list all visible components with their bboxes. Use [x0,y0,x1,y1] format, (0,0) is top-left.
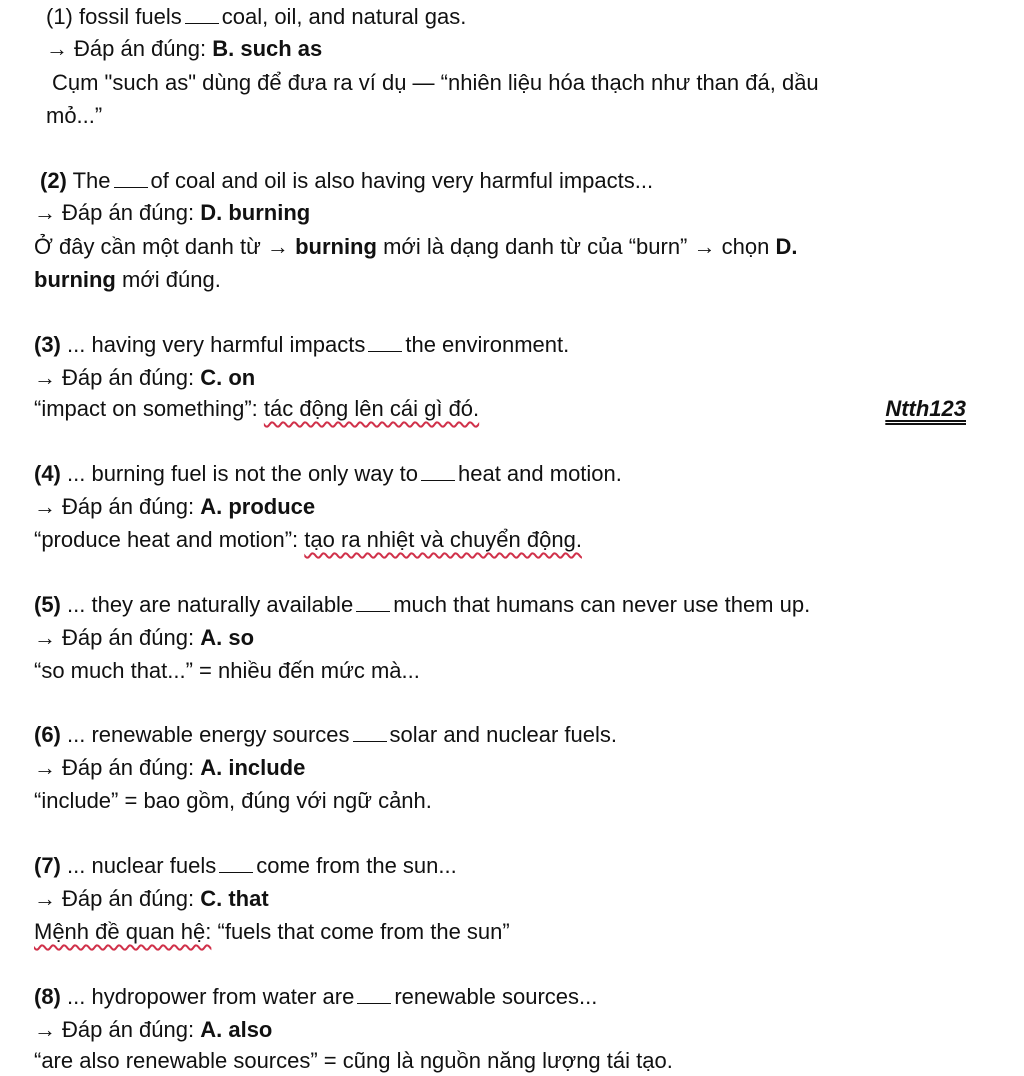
item-number: (2) [40,168,67,193]
blank [219,854,253,873]
blank [357,985,391,1004]
explanation-emphasis: D. [775,234,798,259]
explanation-emphasis: burning [34,267,116,292]
explanation-5 [34,656,420,686]
answer-value: A. so [200,625,255,650]
explanation-8 [34,1046,673,1076]
arrow-icon: → [34,755,56,780]
answer-value: D. burning [200,200,311,225]
explanation-text: “include” = bao gồm, đúng với ngữ cảnh. [34,788,432,813]
question-text: ... hydropower from water are [67,984,355,1009]
question-text: the environment. [405,332,570,357]
question-text: fossil fuels [79,4,182,29]
explanation-7 [34,917,510,947]
item-number: (7) [34,853,61,878]
arrow-icon: → [34,365,56,390]
question-text: heat and motion. [458,461,622,486]
answer-8 [34,1015,272,1045]
question-text: come from the sun... [256,853,457,878]
explanation-emphasis: burning [295,234,377,259]
question-6 [34,720,617,750]
arrow-icon: → [34,200,56,225]
question-2 [40,166,653,196]
explanation-text: mới đúng. [122,267,221,292]
author-signature: Ntth123 [885,396,966,421]
explanation-text: “so much that...” = nhiều đến mức mà... [34,658,420,683]
answer-3 [34,363,255,393]
explanation-2-cont [34,265,221,295]
item-number: (4) [34,461,61,486]
question-text: ... renewable energy sources [67,722,350,747]
explanation-text: Cụm "such as" dùng để đưa ra ví dụ — “nhiên liệu hóa thạch như than đá, dầu [52,70,819,95]
question-text: ... burning fuel is not the only way to [67,461,418,486]
item-number: (6) [34,722,61,747]
blank [185,5,219,24]
arrow-icon: → [34,1017,56,1042]
answer-value: A. also [200,1017,273,1042]
answer-4 [34,492,315,522]
explanation-label: Mệnh đề quan hệ: [34,919,212,944]
explanation-text: “are also renewable sources” = cũng là nguồn năng lượng tái tạo. [34,1048,673,1073]
question-text: ... nuclear fuels [67,853,217,878]
question-text: ... they are naturally available [67,592,354,617]
blank [114,169,148,188]
explanation-translation: tác động lên cái gì đó. [263,396,480,421]
blank [356,593,390,612]
answer-value: A. include [200,755,306,780]
answer-label: Đáp án đúng: [62,886,195,911]
answer-label: Đáp án đúng: [74,36,207,61]
question-text: of coal and oil is also having very harmful impacts... [150,168,654,193]
answer-value: A. produce [200,494,316,519]
explanation-4 [34,525,582,555]
arrow-icon: → [34,886,56,911]
arrow-icon: → [34,625,56,650]
blank [421,462,455,481]
answer-7 [34,884,269,914]
answer-label: Đáp án đúng: [62,494,195,519]
explanation-translation: tạo ra nhiệt và chuyển động. [304,527,582,552]
explanation-1 [52,68,819,98]
question-4 [34,459,622,489]
arrow-icon: → [46,36,68,61]
question-7 [34,851,457,881]
answer-label: Đáp án đúng: [62,1017,195,1042]
question-text: renewable sources... [394,984,598,1009]
question-3 [34,330,569,360]
answer-2 [34,198,310,228]
blank [353,723,387,742]
answer-value: C. on [200,365,256,390]
explanation-6 [34,786,432,816]
question-8 [34,982,597,1012]
answer-1 [46,34,322,64]
explanation-text: mỏ...” [46,103,103,128]
explanation-text: “fuels that come from the sun” [217,919,510,944]
explanation-text: “impact on something”: [34,396,258,421]
question-text: coal, oil, and natural gas. [221,4,467,29]
explanation-1-cont [46,101,102,131]
explanation-text: “produce heat and motion”: [34,527,299,552]
answer-5 [34,623,254,653]
explanation-2 [34,232,797,262]
answer-label: Đáp án đúng: [62,200,195,225]
item-number: (8) [34,984,61,1009]
arrow-icon: → [34,494,56,519]
answer-value: C. that [200,886,269,911]
item-number: (3) [34,332,61,357]
question-text: much that humans can never use them up. [393,592,811,617]
item-number: (5) [34,592,61,617]
item-number: (1) [46,4,73,29]
answer-label: Đáp án đúng: [62,625,195,650]
question-text: solar and nuclear fuels. [389,722,617,747]
explanation-text: mới là dạng danh từ của “burn” → chọn [383,234,770,259]
answer-label: Đáp án đúng: [62,755,195,780]
explanation-3 [34,394,479,424]
question-text: The [72,168,111,193]
answer-6 [34,753,305,783]
explanation-text: Ở đây cần một danh từ → [34,234,289,259]
question-1 [46,2,466,32]
question-5 [34,590,810,620]
answer-value: B. such as [212,36,323,61]
answer-label: Đáp án đúng: [62,365,195,390]
question-text: ... having very harmful impacts [67,332,366,357]
blank [368,333,402,352]
